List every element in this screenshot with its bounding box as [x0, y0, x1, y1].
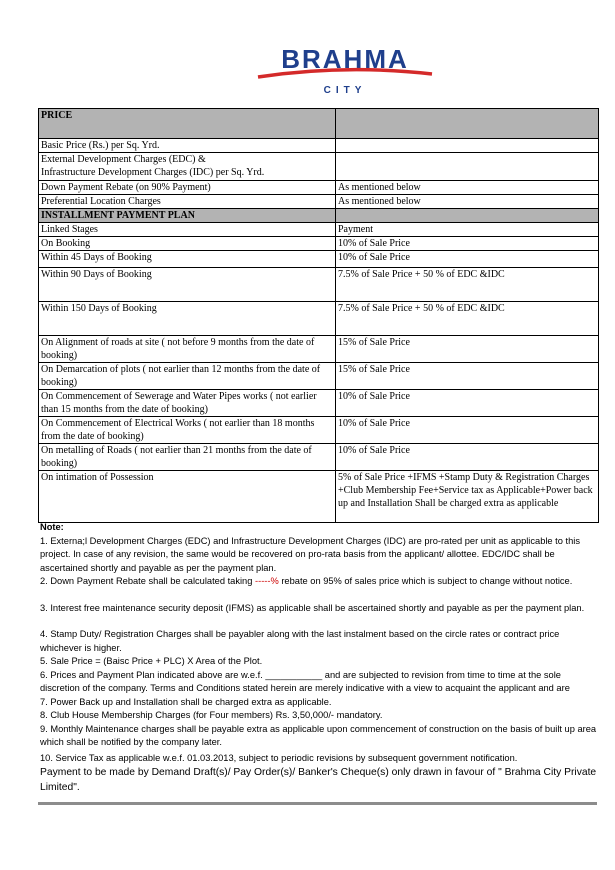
stage-cell: Within 45 Days of Booking: [39, 251, 336, 268]
plan-columns-row: [39, 223, 599, 237]
note-7: 7. Power Back up and Installation shall be charged extra as applicable.: [40, 696, 332, 707]
brand-logo: [0, 44, 615, 100]
price-header: PRICE: [39, 109, 336, 139]
price-value: [336, 139, 599, 153]
note-5: 5. Sale Price = (Baisc Price + PLC) X Area of the Plot.: [40, 656, 263, 666]
footer-rule: [38, 802, 597, 805]
payment-cell: 15% of Sale Price: [336, 363, 599, 390]
note-2-rebate: -----%: [255, 576, 279, 586]
note-8: 8. Club House Membership Charges (for Four members) Rs. 3,50,000/- mandatory.: [40, 710, 383, 720]
column-header-stage: Linked Stages: [39, 223, 336, 237]
note-2-text: 2. Down Payment Rebate shall be calculated taking: [40, 576, 255, 586]
payment-cell: 10% of Sale Price: [336, 251, 599, 268]
note-6: 6. Prices and Payment Plan indicated above are w.e.f. ___________ and are subjected to revision from time to time at the sole discretion of the company. Terms and Conditions stated herein are merely indicative with a view to acquaint the applicant and are: [40, 669, 570, 693]
stage-cell: On Alignment of roads at site ( not before 9 months from the date of booking): [39, 336, 336, 363]
price-value: As mentioned below: [336, 181, 599, 195]
logo-brand-text: BRAHMA: [281, 44, 409, 74]
brahma-city-logo: [250, 44, 440, 100]
payment-cell: 10% of Sale Price: [336, 444, 599, 471]
column-header-payment: Payment: [336, 223, 599, 237]
price-row: [39, 139, 599, 153]
price-header-blank: [336, 109, 599, 139]
price-value: [336, 153, 599, 181]
stage-cell: On metalling of Roads ( not earlier than 21 months from the date of booking): [39, 444, 336, 471]
payment-cell: 10% of Sale Price: [336, 237, 599, 251]
plan-row: [39, 417, 599, 444]
notes-heading: Note:: [40, 522, 64, 532]
note-4: 4. Stamp Duty/ Registration Charges shall be payabler along with the last instalment based on the circle rates or contract price whichever is higher.: [40, 629, 560, 653]
stage-cell: On Commencement of Electrical Works ( not earlier than 18 months from the date of booking): [39, 417, 336, 444]
payment-cell: 15% of Sale Price: [336, 336, 599, 363]
plan-row: [39, 336, 599, 363]
price-header-row: [39, 109, 599, 139]
plan-row: [39, 302, 599, 336]
note-2-text-end: rebate on 95% of sales price which is subject to change without notice.: [278, 576, 573, 586]
price-label: Preferential Location Charges: [39, 195, 336, 209]
plan-header-row: [39, 209, 599, 223]
note-1: 1. Externa;l Development Charges (EDC) and Infrastructure Development Charges (IDC) are pro-rated per unit as applicable to this project. In case of any revision, the same would be recovered on pro-rata basis from the applicant/ allottee. EDC/IDC shall be ascertained shortly and payable as per the payment plan.: [40, 535, 580, 573]
stage-cell: Within 150 Days of Booking: [39, 302, 336, 336]
plan-row: [39, 390, 599, 417]
notes: [40, 521, 600, 795]
payment-cell: 7.5% of Sale Price + 50 % of EDC &IDC: [336, 268, 599, 302]
price-label: External Development Charges (EDC) & Infrastructure Development Charges (IDC) per Sq. Yrd.: [39, 153, 336, 181]
payment-instruction: Payment to be made by Demand Draft(s)/ Pay Order(s)/ Banker's Cheque(s) only drawn in favour of " Brahma City Private Limited".: [40, 767, 597, 793]
plan-row: [39, 363, 599, 390]
stage-cell: On Booking: [39, 237, 336, 251]
stage-cell: On Demarcation of plots ( not earlier than 12 months from the date of booking): [39, 363, 336, 390]
note-2: [40, 575, 600, 589]
price-value: As mentioned below: [336, 195, 599, 209]
price-label: Down Payment Rebate (on 90% Payment): [39, 181, 336, 195]
price-row: [39, 181, 599, 195]
price-label: Basic Price (Rs.) per Sq. Yrd.: [39, 139, 336, 153]
note-3: 3. Interest free maintenance security deposit (IFMS) as applicable shall be ascertained shortly and payable as per the payment plan.: [40, 602, 585, 613]
payment-cell: 7.5% of Sale Price + 50 % of EDC &IDC: [336, 302, 599, 336]
payment-cell: 5% of Sale Price +IFMS +Stamp Duty & Registration Charges +Club Membership Fee+Service tax as Applicable+Power back up and Installation Shall be charged extra as applicable: [336, 471, 599, 523]
price-table: [38, 108, 599, 523]
plan-row: [39, 444, 599, 471]
plan-row: [39, 237, 599, 251]
price-row: [39, 153, 599, 181]
plan-header-blank: [336, 209, 599, 223]
plan-header: INSTALLMENT PAYMENT PLAN: [39, 209, 336, 223]
stage-cell: On intimation of Possession: [39, 471, 336, 523]
plan-row: [39, 251, 599, 268]
price-row: [39, 195, 599, 209]
note-9: 9. Monthly Maintenance charges shall be payable extra as applicable upon commencement of construction on the basis of built up area which shall be notified by the company later.: [40, 723, 597, 747]
stage-cell: Within 90 Days of Booking: [39, 268, 336, 302]
payment-cell: 10% of Sale Price: [336, 390, 599, 417]
plan-row: [39, 268, 599, 302]
logo-sub-text: CITY: [323, 85, 367, 96]
plan-row: [39, 471, 599, 523]
stage-cell: On Commencement of Sewerage and Water Pipes works ( not earlier than 15 months from the date of booking): [39, 390, 336, 417]
payment-cell: 10% of Sale Price: [336, 417, 599, 444]
note-10: 10. Service Tax as applicable w.e.f. 01.03.2013, subject to periodic revisions by subsequent government notification.: [40, 752, 518, 763]
